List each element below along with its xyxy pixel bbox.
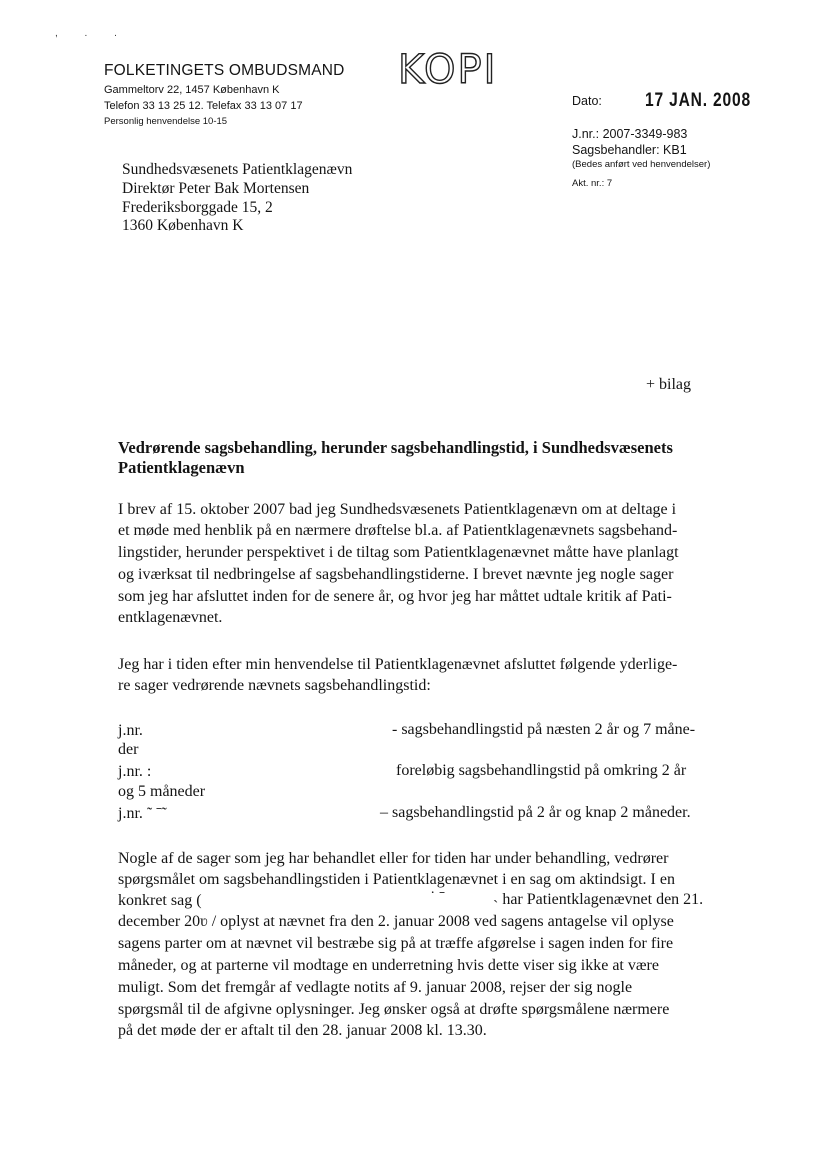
paragraph-3-line: måneder, og at parterne vil modtage en underretning hvis dette viser sig ikke at være xyxy=(118,957,659,974)
paragraph-3-line: december 20ʋ / oplyst at nævnet fra den 2. januar 2008 ved sagens antagelse vil oplyse xyxy=(118,913,674,930)
paragraph-3-line-end: ˴ har Patientklagenævnet den 21. xyxy=(493,891,704,908)
paragraph-1-line: og iværksat til nedbringelse af sagsbehandlingstiderne. I brevet nævnte jeg nogle sager xyxy=(118,566,674,583)
sender-phone: Telefon 33 13 25 12. Telefax 33 13 07 17 xyxy=(104,100,303,112)
recipient-person: Direktør Peter Bak Mortensen xyxy=(122,180,310,197)
case-handler-note: (Bedes anført ved henvendelser) xyxy=(572,159,711,170)
paragraph-3-line: Nogle af de sager som jeg har behandlet eller for tiden har under behandling, vedrører xyxy=(118,850,669,867)
paragraph-2-line: Jeg har i tiden efter min henvendelse til Patientklagenævnet afsluttet følgende yderlige- xyxy=(118,656,678,673)
case-processing-time: – sagsbehandlingstid på 2 år og knap 2 måneder. xyxy=(380,804,691,821)
paragraph-1-line: som jeg har afsluttet inden for de senere år, og hvor jeg har måttet udtale kritik af Pati- xyxy=(118,588,672,605)
subject-heading: Vedrørende sagsbehandling, herunder sagsbehandlingstid, i Sundhedsvæsenets Patientklagenævn xyxy=(118,438,673,477)
paragraph-3-line: spørgsmål til de afgivne oplysninger. Jeg ønsker også at drøfte spørgsmålene nærmere xyxy=(118,1001,670,1018)
recipient-street: Frederiksborggade 15, 2 xyxy=(122,199,273,216)
case-journal-number: j.nr. ˜ ˉ˜ xyxy=(118,805,167,822)
paragraph-1-line: entklagenævnet. xyxy=(118,609,223,626)
paragraph-3-line: på det møde der er aftalt til den 28. januar 2008 kl. 13.30. xyxy=(118,1022,487,1039)
paragraph-3-line: muligt. Som det fremgår af vedlagte notits af 9. januar 2008, rejser der sig nogle xyxy=(118,979,633,996)
sender-address: Gammeltorv 22, 1457 København K xyxy=(104,84,280,96)
case-processing-time: - sagsbehandlingstid på næsten 2 år og 7 måne- xyxy=(392,721,696,738)
copy-stamp: KOPI xyxy=(398,47,498,93)
redacted-marks: ˙ ˉ xyxy=(430,889,445,906)
recipient-city: 1360 København K xyxy=(122,217,244,234)
paragraph-1-line: I brev af 15. oktober 2007 bad jeg Sundhedsvæsenets Patientklagenævn om at deltage i xyxy=(118,501,677,518)
case-journal-number: j.nr. : xyxy=(118,763,152,780)
case-handler: Sagsbehandler: KB1 xyxy=(572,143,687,157)
attachment-note: + bilag xyxy=(646,376,692,393)
paragraph-3-line: spørgsmålet om sagsbehandlingstiden i Patientklagenævnet i en sag om aktindsigt. I en xyxy=(118,871,675,888)
case-continuation: der xyxy=(118,741,139,758)
scan-specks: , . . xyxy=(55,28,129,39)
date-stamp: 17 JAN. 2008 xyxy=(645,90,751,111)
sender-visiting-hours: Personlig henvendelse 10-15 xyxy=(104,116,228,127)
case-processing-time: foreløbig sagsbehandlingstid på omkring 2 år xyxy=(396,762,687,779)
file-number: Akt. nr.: 7 xyxy=(572,178,613,189)
paragraph-3-line: sagens parter om at nævnet vil bestræbe sig på at træffe afgørelse i sagen inden for fire xyxy=(118,935,674,952)
case-continuation: og 5 måneder xyxy=(118,783,206,800)
paragraph-3-line: konkret sag ( xyxy=(118,892,202,909)
sender-name: FOLKETINGETS OMBUDSMAND xyxy=(104,62,345,79)
paragraph-1-line: lingstider, herunder perspektivet i de tiltag som Patientklagenævnet måtte have planlagt xyxy=(118,544,679,561)
paragraph-2-line: re sager vedrørende nævnets sagsbehandlingstid: xyxy=(118,677,431,694)
date-label: Dato: xyxy=(572,94,602,108)
journal-number: J.nr.: 2007-3349-983 xyxy=(572,127,688,141)
recipient-organization: Sundhedsvæsenets Patientklagenævn xyxy=(122,161,353,178)
paragraph-1-line: et møde med henblik på en nærmere drøftelse bl.a. af Patientklagenævnets sagsbehand- xyxy=(118,522,678,539)
case-journal-number: j.nr. xyxy=(118,722,143,739)
